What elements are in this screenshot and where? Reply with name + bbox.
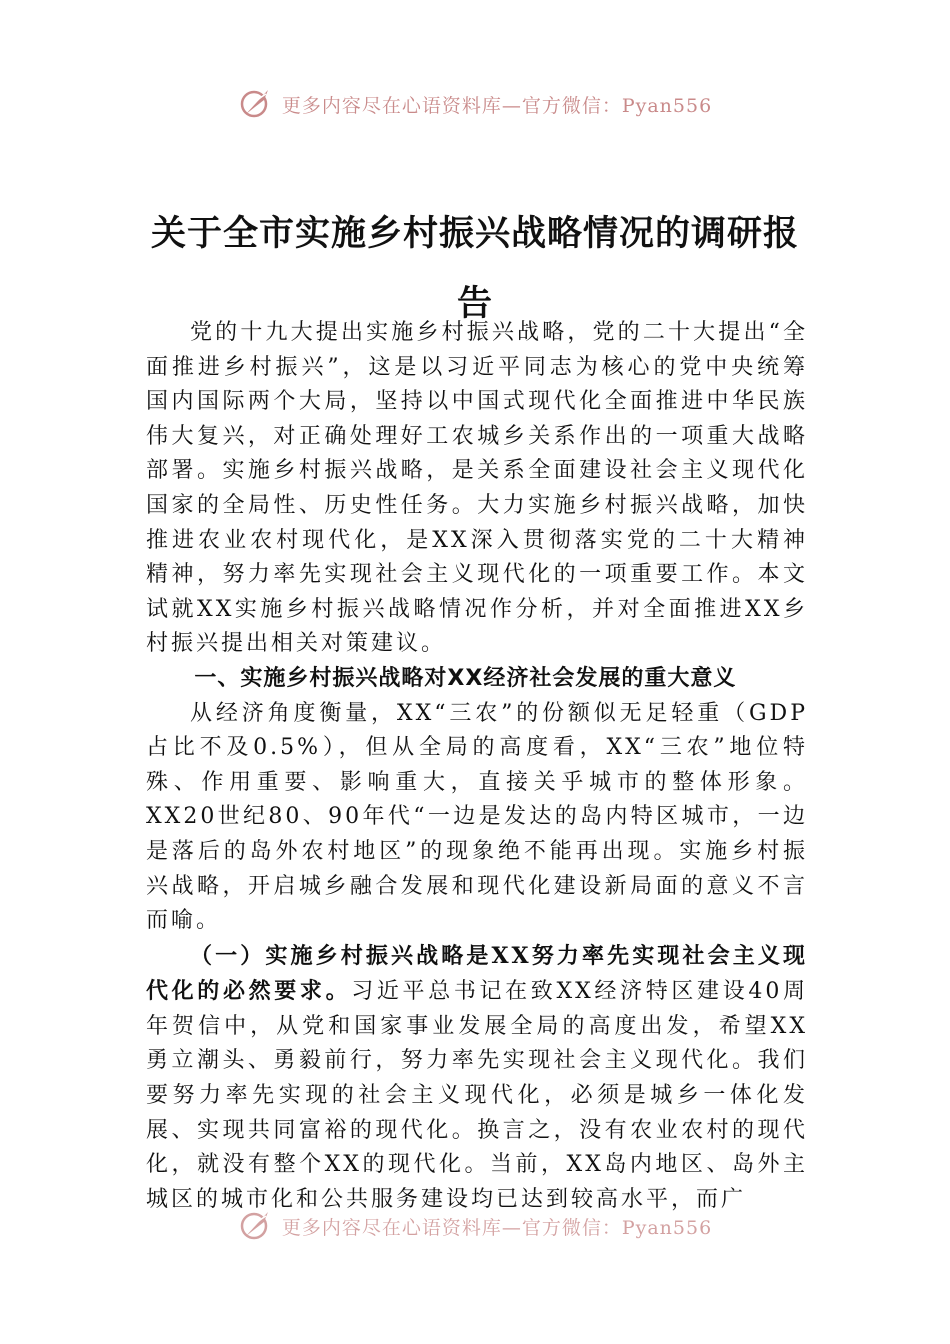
quill-logo-icon bbox=[238, 1206, 274, 1247]
paragraph: 从经济角度衡量，XX“三农”的份额似无足轻重（GDP占比不及0.5%），但从全局的高度看，XX“三农”地位特殊、作用重要、影响重大，直接关乎城市的整体形象。XX20世纪80、90年代“一边是发达的岛内特区城市，一边是落后的岛外农村地区”的现象绝不能再出现。实施乡村振兴战略，开启城乡融合发展和现代化建设新局面的意义不言而喻。 bbox=[146, 700, 808, 934]
paragraph bbox=[146, 939, 808, 1214]
watermark-header bbox=[0, 84, 950, 124]
watermark-text: 更多内容尽在心语资料库—官方微信：Pyan556 bbox=[281, 1216, 713, 1239]
paragraph-text: 习近平总书记在致XX经济特区建设40周年贺信中，从党和国家事业发展全局的高度出发，希望XX勇立潮头、勇毅前行，努力率先实现社会主义现代化。我们要努力率先实现的社会主义现代化，必须是城乡一体化发展、实现共同富裕的现代化。换言之，没有农业农村的现代化，就没有整个XX的现代化。当前，XX岛内地区、岛外主城区的城市化和公共服务建设均已达到较高水平，而广 bbox=[146, 979, 808, 1212]
watermark-text: 更多内容尽在心语资料库—官方微信：Pyan556 bbox=[281, 94, 713, 117]
watermark-footer bbox=[0, 1206, 950, 1246]
quill-logo-icon bbox=[238, 84, 274, 125]
document-title: 关于全市实施乡村振兴战略情况的调研报告 bbox=[150, 214, 799, 325]
paragraph: 党的十九大提出实施乡村振兴战略，党的二十大提出“全面推进乡村振兴”，这是以习近平同志为核心的党中央统筹国内国际两个大局，坚持以中国式现代化全面推进中华民族伟大复兴，对正确处理好工农城乡关系作出的一项重大战略部署。实施乡村振兴战略，是关系全面建设社会主义现代化国家的全局性、历史性任务。大力实施乡村振兴战略，加快推进农业农村现代化，是XX深入贯彻落实党的二十大精神精神，努力率先实现社会主义现代化的一项重要工作。本文试就XX实施乡村振兴战略情况作分析，并对全面推进XX乡村振兴提出相关对策建议。 bbox=[146, 320, 808, 657]
sub-heading: （一）实施乡村振兴战略是XX努力率先实现社会主义现代化的必然要求。 bbox=[146, 942, 808, 1005]
section-heading: 一、实施乡村振兴战略对XX经济社会发展的重大意义 bbox=[194, 665, 737, 691]
document-body bbox=[146, 316, 808, 1214]
